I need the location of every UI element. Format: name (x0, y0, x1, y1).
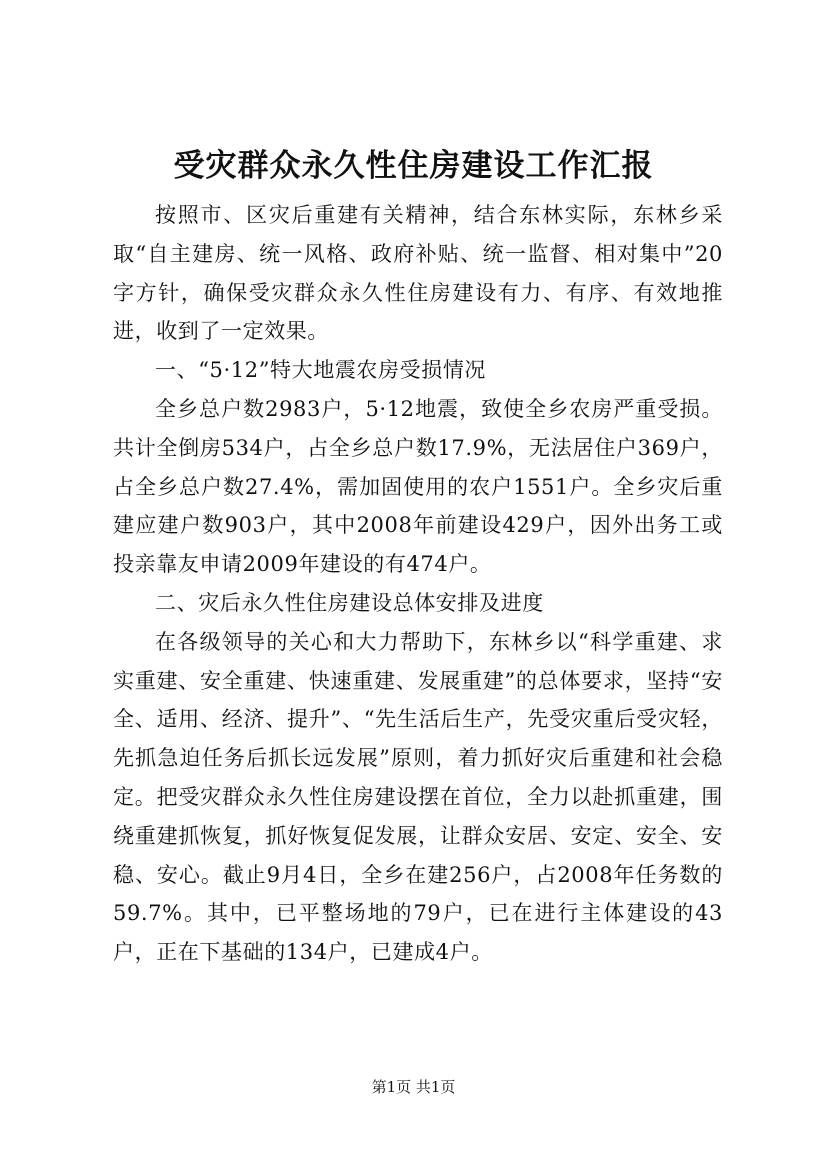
page-footer: 第1页 共1页 (371, 1078, 456, 1096)
paragraph-damage: 全乡总户数2983户，5·12地震，致使全乡农房严重受损。共计全倒房534户，占全乡总户数17.9%，无法居住户369户，占全乡总户数27.4%，需加固使用的农户1551户。全乡灾后重建应建户数903户，其中2008年前建设429户，因外出务工或投亲靠友申请2009年建设的有474户。 (113, 396, 723, 577)
paragraph-intro: 按照市、区灾后重建有关精神，结合东林实际，东林乡采取“自主建房、统一风格、政府补贴、统一监督、相对集中”20字方针，确保受灾群众永久性住房建设有力、有序、有效地推进，收到了一定效果。 (113, 203, 723, 344)
section-heading-1: 一、“5·12”特大地震农房受损情况 (155, 358, 487, 383)
document-title: 受灾群众永久性住房建设工作汇报 (173, 148, 654, 184)
section-heading-2: 二、灾后永久性住房建设总体安排及进度 (155, 590, 544, 615)
document-body (113, 196, 723, 972)
paragraph-progress: 在各级领导的关心和大力帮助下，东林乡以“科学重建、求实重建、安全重建、快速重建、发展重建”的总体要求，坚持“安全、适用、经济、提升”、“先生活后生产，先受灾重后受灾轻，先抓急迫任务后抓长远发展”原则，着力抓好灾后重建和社会稳定。把受灾群众永久性住房建设摆在首位，全力以赴抓重建，围绕重建抓恢复，抓好恢复促发展，让群众安居、安定、安全、安稳、安心。截止9月4日，全乡在建256户，占2008年任务数的59.7%。其中，已平整场地的79户，已在进行主体建设的43户，正在下基础的134户，已建成4户。 (113, 629, 723, 965)
